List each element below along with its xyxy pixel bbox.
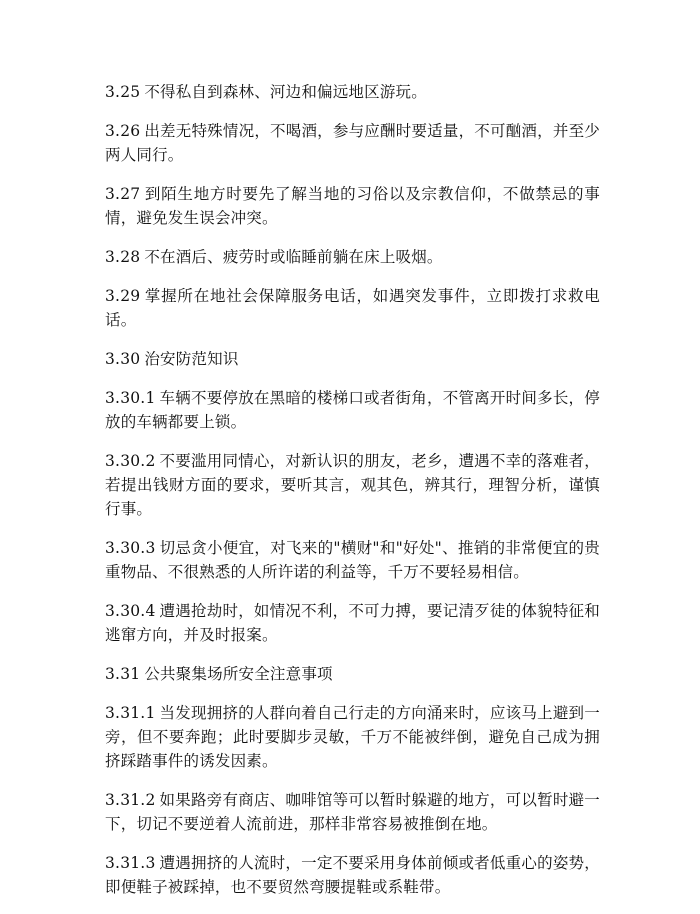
paragraph-3-31-2	[105, 788, 600, 836]
paragraph-text: 出差无特殊情况，不喝酒，参与应酬时要适量，不可酗酒，并至少两人同行。	[105, 122, 600, 164]
paragraph-text: 遭遇抢劫时，如情况不利，不可力搏，要记清歹徒的体貌特征和逃窜方向，并及时报案。	[105, 602, 600, 644]
paragraph-text: 车辆不要停放在黑暗的楼梯口或者街角，不管离开时间多长，停放的车辆都要上锁。	[105, 389, 600, 431]
paragraph-number: 3.31.3	[105, 854, 156, 872]
paragraph-number: 3.26	[105, 122, 141, 140]
paragraph-text: 遭遇拥挤的人流时，一定不要采用身体前倾或者低重心的姿势，即便鞋子被踩掉，也不要贸然弯腰提鞋或系鞋带。	[105, 854, 600, 896]
section-title: 治安防范知识	[144, 350, 239, 368]
paragraph-3-26	[105, 119, 600, 167]
section-heading-3-31	[105, 662, 600, 686]
paragraph-text: 不在酒后、疲劳时或临睡前躺在床上吸烟。	[144, 248, 443, 266]
paragraph-text: 如果路旁有商店、咖啡馆等可以暂时躲避的地方，可以暂时避一下，切记不要逆着人流前进，那样非常容易被推倒在地。	[105, 791, 600, 833]
paragraph-text: 当发现拥挤的人群向着自己行走的方向涌来时，应该马上避到一旁，但不要奔跑；此时要脚步灵敏，千万不能被绊倒，避免自己成为拥挤踩踏事件的诱发因素。	[105, 704, 600, 770]
paragraph-3-30-1	[105, 386, 600, 434]
paragraph-number: 3.30.4	[105, 602, 156, 620]
paragraph-text: 掌握所在地社会保障服务电话，如遇突发事件，立即拨打求救电话。	[105, 287, 600, 329]
paragraph-text: 不得私自到森林、河边和偏远地区游玩。	[144, 83, 427, 101]
paragraph-3-28	[105, 245, 600, 269]
paragraph-3-31-3	[105, 851, 600, 899]
document-page	[105, 80, 600, 914]
paragraph-number: 3.30.3	[105, 539, 156, 557]
paragraph-3-27	[105, 182, 600, 230]
paragraph-number: 3.31.1	[105, 704, 156, 722]
paragraph-number: 3.31.2	[105, 791, 156, 809]
paragraph-3-30-2	[105, 449, 600, 521]
section-title: 公共聚集场所安全注意事项	[144, 665, 333, 683]
paragraph-number: 3.28	[105, 248, 141, 266]
paragraph-number: 3.25	[105, 83, 141, 101]
paragraph-text: 到陌生地方时要先了解当地的习俗以及宗教信仰，不做禁忌的事情，避免发生误会冲突。	[105, 185, 600, 227]
paragraph-number: 3.27	[105, 185, 141, 203]
paragraph-3-30-3	[105, 536, 600, 584]
paragraph-number: 3.30.1	[105, 389, 156, 407]
paragraph-3-29	[105, 284, 600, 332]
section-number: 3.30	[105, 350, 141, 368]
paragraph-3-31-1	[105, 701, 600, 773]
section-heading-3-30	[105, 347, 600, 371]
section-number: 3.31	[105, 665, 141, 683]
paragraph-3-25	[105, 80, 600, 104]
paragraph-text: 不要滥用同情心，对新认识的朋友，老乡，遭遇不幸的落难者，若提出钱财方面的要求，要听其言，观其色，辨其行，理智分析，谨慎行事。	[105, 452, 600, 518]
paragraph-text: 切忌贪小便宜，对飞来的"横财"和"好处"、推销的非常便宜的贵重物品、不很熟悉的人所许诺的利益等，千万不要轻易相信。	[105, 539, 600, 581]
paragraph-number: 3.29	[105, 287, 141, 305]
paragraph-3-30-4	[105, 599, 600, 647]
paragraph-number: 3.30.2	[105, 452, 156, 470]
